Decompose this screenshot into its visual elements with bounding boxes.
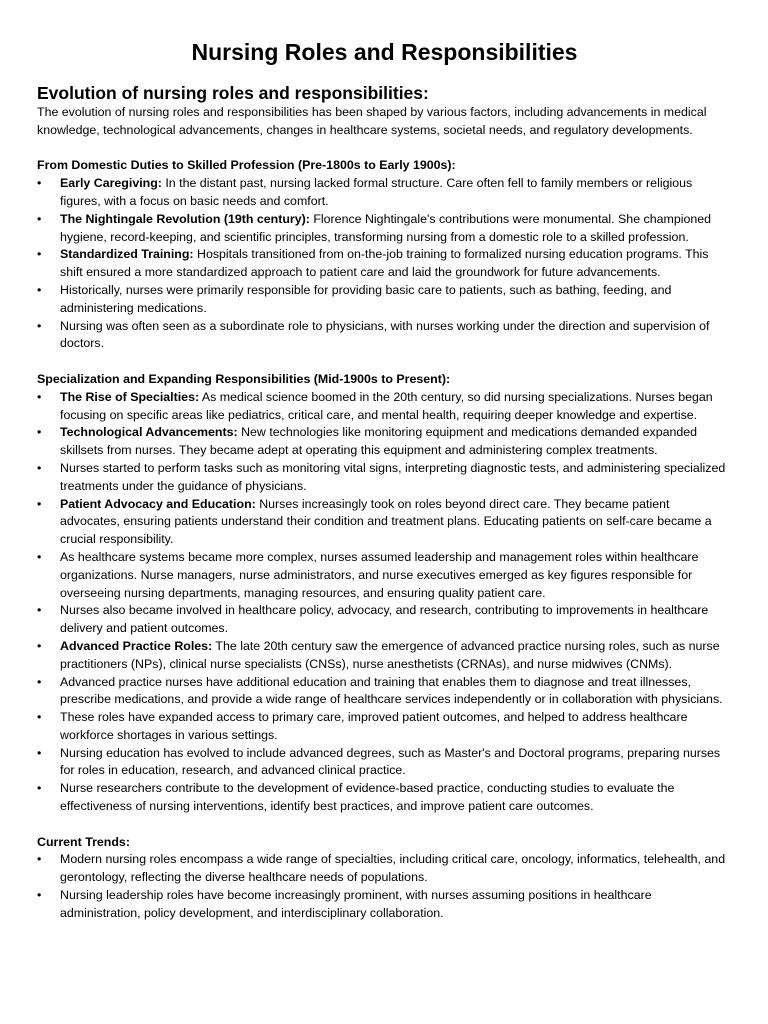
- bullet-icon: •: [37, 710, 42, 725]
- bullet-icon: •: [37, 318, 42, 333]
- section-2: [37, 834, 732, 923]
- list-item: • The Nightingale Revolution (19th century): Florence Nightingale's contributions were monumental. She championed hygiene, record-keeping, and scientific principles, transforming nursing from a domestic role to a skilled profession.: [37, 211, 712, 244]
- list-item: • Nurses started to perform tasks such as monitoring vital signs, interpreting diagnostic tests, and administering specialized treatments under the guidance of physicians.: [37, 460, 726, 493]
- list-item: • Modern nursing roles encompass a wide range of specialties, including critical care, oncology, informatics, telehealth, and gerontology, reflecting the diverse healthcare needs of populations.: [37, 852, 726, 885]
- bullet-icon: •: [37, 496, 42, 511]
- list-item: • Standardized Training: Hospitals transitioned from on-the-job training to formalized nursing education programs. This shift ensured a more standardized approach to patient care and laid the groundwork for future advancements.: [37, 247, 709, 280]
- list-item: • Technological Advancements: New technologies like monitoring equipment and medications demanded expanded skillsets from nurses. They became adept at operating this equipment and administering complex treatments.: [37, 425, 698, 458]
- bullet-icon: •: [37, 247, 42, 262]
- section-heading: Evolution of nursing roles and responsibilities:: [37, 83, 429, 103]
- bullet-icon: •: [37, 460, 42, 475]
- bullet-list: [37, 389, 732, 816]
- bullet-list: [37, 851, 732, 922]
- bullet-icon: •: [37, 425, 42, 440]
- bullet-icon: •: [37, 674, 42, 689]
- subsection-heading: Current Trends:: [37, 834, 130, 849]
- bullet-icon: •: [37, 603, 42, 618]
- list-item: • Patient Advocacy and Education: Nurses increasingly took on roles beyond direct care. They became patient advocates, ensuring patients understand their condition and treatment plans. Educating patients on self-care became a crucial responsibility.: [37, 496, 712, 547]
- page-title: Nursing Roles and Responsibilities: [191, 39, 578, 65]
- list-item: • Historically, nurses were primarily responsible for providing basic care to patients, such as bathing, feeding, and administering medications.: [37, 282, 672, 315]
- list-item: • These roles have expanded access to primary care, improved patient outcomes, and helped to address healthcare workforce shortages in various settings.: [37, 710, 688, 742]
- list-item: • As healthcare systems became more complex, nurses assumed leadership and management roles within healthcare organizations. Nurse managers, nurse administrators, and nurse executives emerged as key figures responsible for overseeing nursing departments, managing resources, and ensuring quality patient care.: [37, 549, 699, 600]
- bullet-icon: •: [37, 888, 42, 903]
- list-item: • Nursing was often seen as a subordinate role to physicians, with nurses working under the direction and supervision of doctors.: [37, 318, 710, 351]
- bullet-icon: •: [37, 282, 42, 297]
- bullet-icon: •: [37, 549, 42, 564]
- bullet-icon: •: [37, 211, 42, 226]
- bullet-icon: •: [37, 176, 42, 191]
- bullet-icon: •: [37, 389, 42, 404]
- list-item: • Nursing leadership roles have become increasingly prominent, with nurses assuming positions in healthcare administration, policy development, and interdisciplinary collaboration.: [37, 888, 652, 920]
- list-item: • Nurses also became involved in healthcare policy, advocacy, and research, contributing to improvements in healthcare delivery and patient outcomes.: [37, 603, 709, 636]
- section-0: [37, 157, 732, 353]
- bullet-icon: •: [37, 638, 42, 653]
- bullet-icon: •: [37, 852, 42, 867]
- subsection-heading: From Domestic Duties to Skilled Profession (Pre-1800s to Early 1900s):: [37, 158, 456, 173]
- bullet-list: [37, 175, 732, 353]
- list-item: • Early Caregiving: In the distant past, nursing lacked formal structure. Care often fell to family members or religious figures, with a focus on basic needs and comfort.: [37, 176, 693, 208]
- section-1: [37, 371, 732, 816]
- list-item: • The Rise of Specialties: As medical science boomed in the 20th century, so did nursing specializations. Nurses began focusing on specific areas like pediatrics, critical care, and mental health, requiring deeper knowledge and expertise.: [37, 389, 713, 422]
- bullet-icon: •: [37, 781, 42, 796]
- list-item: • Nursing education has evolved to include advanced degrees, such as Master's and Doctoral programs, preparing nurses for roles in education, research, and advanced clinical practice.: [37, 745, 721, 778]
- bullet-icon: •: [37, 745, 42, 760]
- subsection-heading: Specialization and Expanding Responsibilities (Mid-1900s to Present):: [37, 371, 451, 386]
- list-item: • Advanced practice nurses have additional education and training that enables them to diagnose and treat illnesses, prescribe medications, and provide a wide range of healthcare services independently or in collaboration with physicians.: [37, 674, 723, 707]
- list-item: • Nurse researchers contribute to the development of evidence-based practice, conducting studies to evaluate the effectiveness of nursing interventions, identify best practices, and improve patient care outcomes.: [37, 781, 675, 814]
- intro-paragraph: The evolution of nursing roles and responsibilities has been shaped by various factors, including advancements in medical knowledge, technological advancements, changes in healthcare systems, societal needs, and regulatory developments.: [37, 105, 707, 137]
- list-item: • Advanced Practice Roles: The late 20th century saw the emergence of advanced practice nursing roles, such as nurse practitioners (NPs), clinical nurse specialists (CNSs), nurse anesthetists (CRNAs), and nurse midwives (CNMs).: [37, 638, 720, 671]
